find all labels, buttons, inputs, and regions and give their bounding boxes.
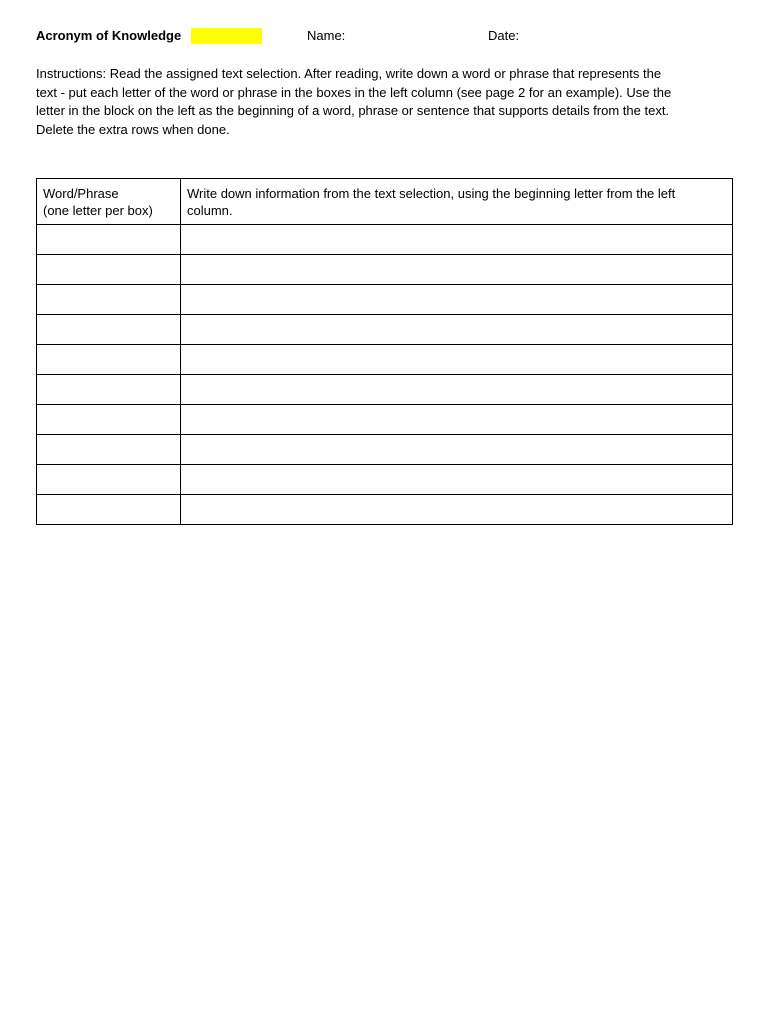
letter-cell[interactable] (37, 375, 181, 405)
table-row (37, 495, 733, 525)
table-row (37, 315, 733, 345)
word-phrase-header-line: Word/Phrase (43, 186, 119, 201)
letter-cell[interactable] (37, 465, 181, 495)
instructions-line: Delete the extra rows when done. (36, 121, 230, 137)
instructions-line: letter in the block on the left as the beginning of a word, phrase or sentence that supports details from the text. (36, 103, 670, 118)
information-cell[interactable] (181, 495, 733, 525)
acronym-table (36, 178, 733, 525)
letter-cell[interactable] (37, 405, 181, 435)
information-cell[interactable] (181, 255, 733, 285)
page-title: Acronym of Knowledge (36, 28, 182, 43)
name-label: Name: (307, 28, 346, 43)
instructions-line: Instructions: Read the assigned text selection. After reading, write down a word or phrase that represents the (36, 66, 662, 81)
table-row (37, 285, 733, 315)
information-header-line: Write down information from the text selection, using the beginning letter from the left (187, 186, 676, 201)
table-row (37, 225, 733, 255)
information-cell[interactable] (181, 375, 733, 405)
letter-cell[interactable] (37, 435, 181, 465)
table-row (37, 375, 733, 405)
date-label: Date: (488, 28, 520, 43)
information-cell[interactable] (181, 315, 733, 345)
table-row (37, 255, 733, 285)
letter-cell[interactable] (37, 345, 181, 375)
information-cell[interactable] (181, 465, 733, 495)
information-cell[interactable] (181, 405, 733, 435)
title-highlight (191, 28, 262, 44)
table-header-row (37, 179, 733, 225)
information-cell[interactable] (181, 435, 733, 465)
information-header-line: column. (187, 203, 233, 218)
word-phrase-header (37, 179, 181, 225)
instructions-line: text - put each letter of the word or phrase in the boxes in the left column (see page 2 for an example). Use the (36, 84, 672, 100)
information-header (181, 179, 733, 225)
table-row (37, 465, 733, 495)
information-cell[interactable] (181, 285, 733, 315)
letter-cell[interactable] (37, 255, 181, 285)
table-row (37, 345, 733, 375)
table-row (37, 435, 733, 465)
letter-cell[interactable] (37, 285, 181, 315)
information-cell[interactable] (181, 345, 733, 375)
letter-cell[interactable] (37, 315, 181, 345)
letter-cell[interactable] (37, 225, 181, 255)
information-cell[interactable] (181, 225, 733, 255)
instructions-text (36, 65, 726, 139)
word-phrase-header-line: (one letter per box) (43, 203, 153, 218)
letter-cell[interactable] (37, 495, 181, 525)
table-row (37, 405, 733, 435)
